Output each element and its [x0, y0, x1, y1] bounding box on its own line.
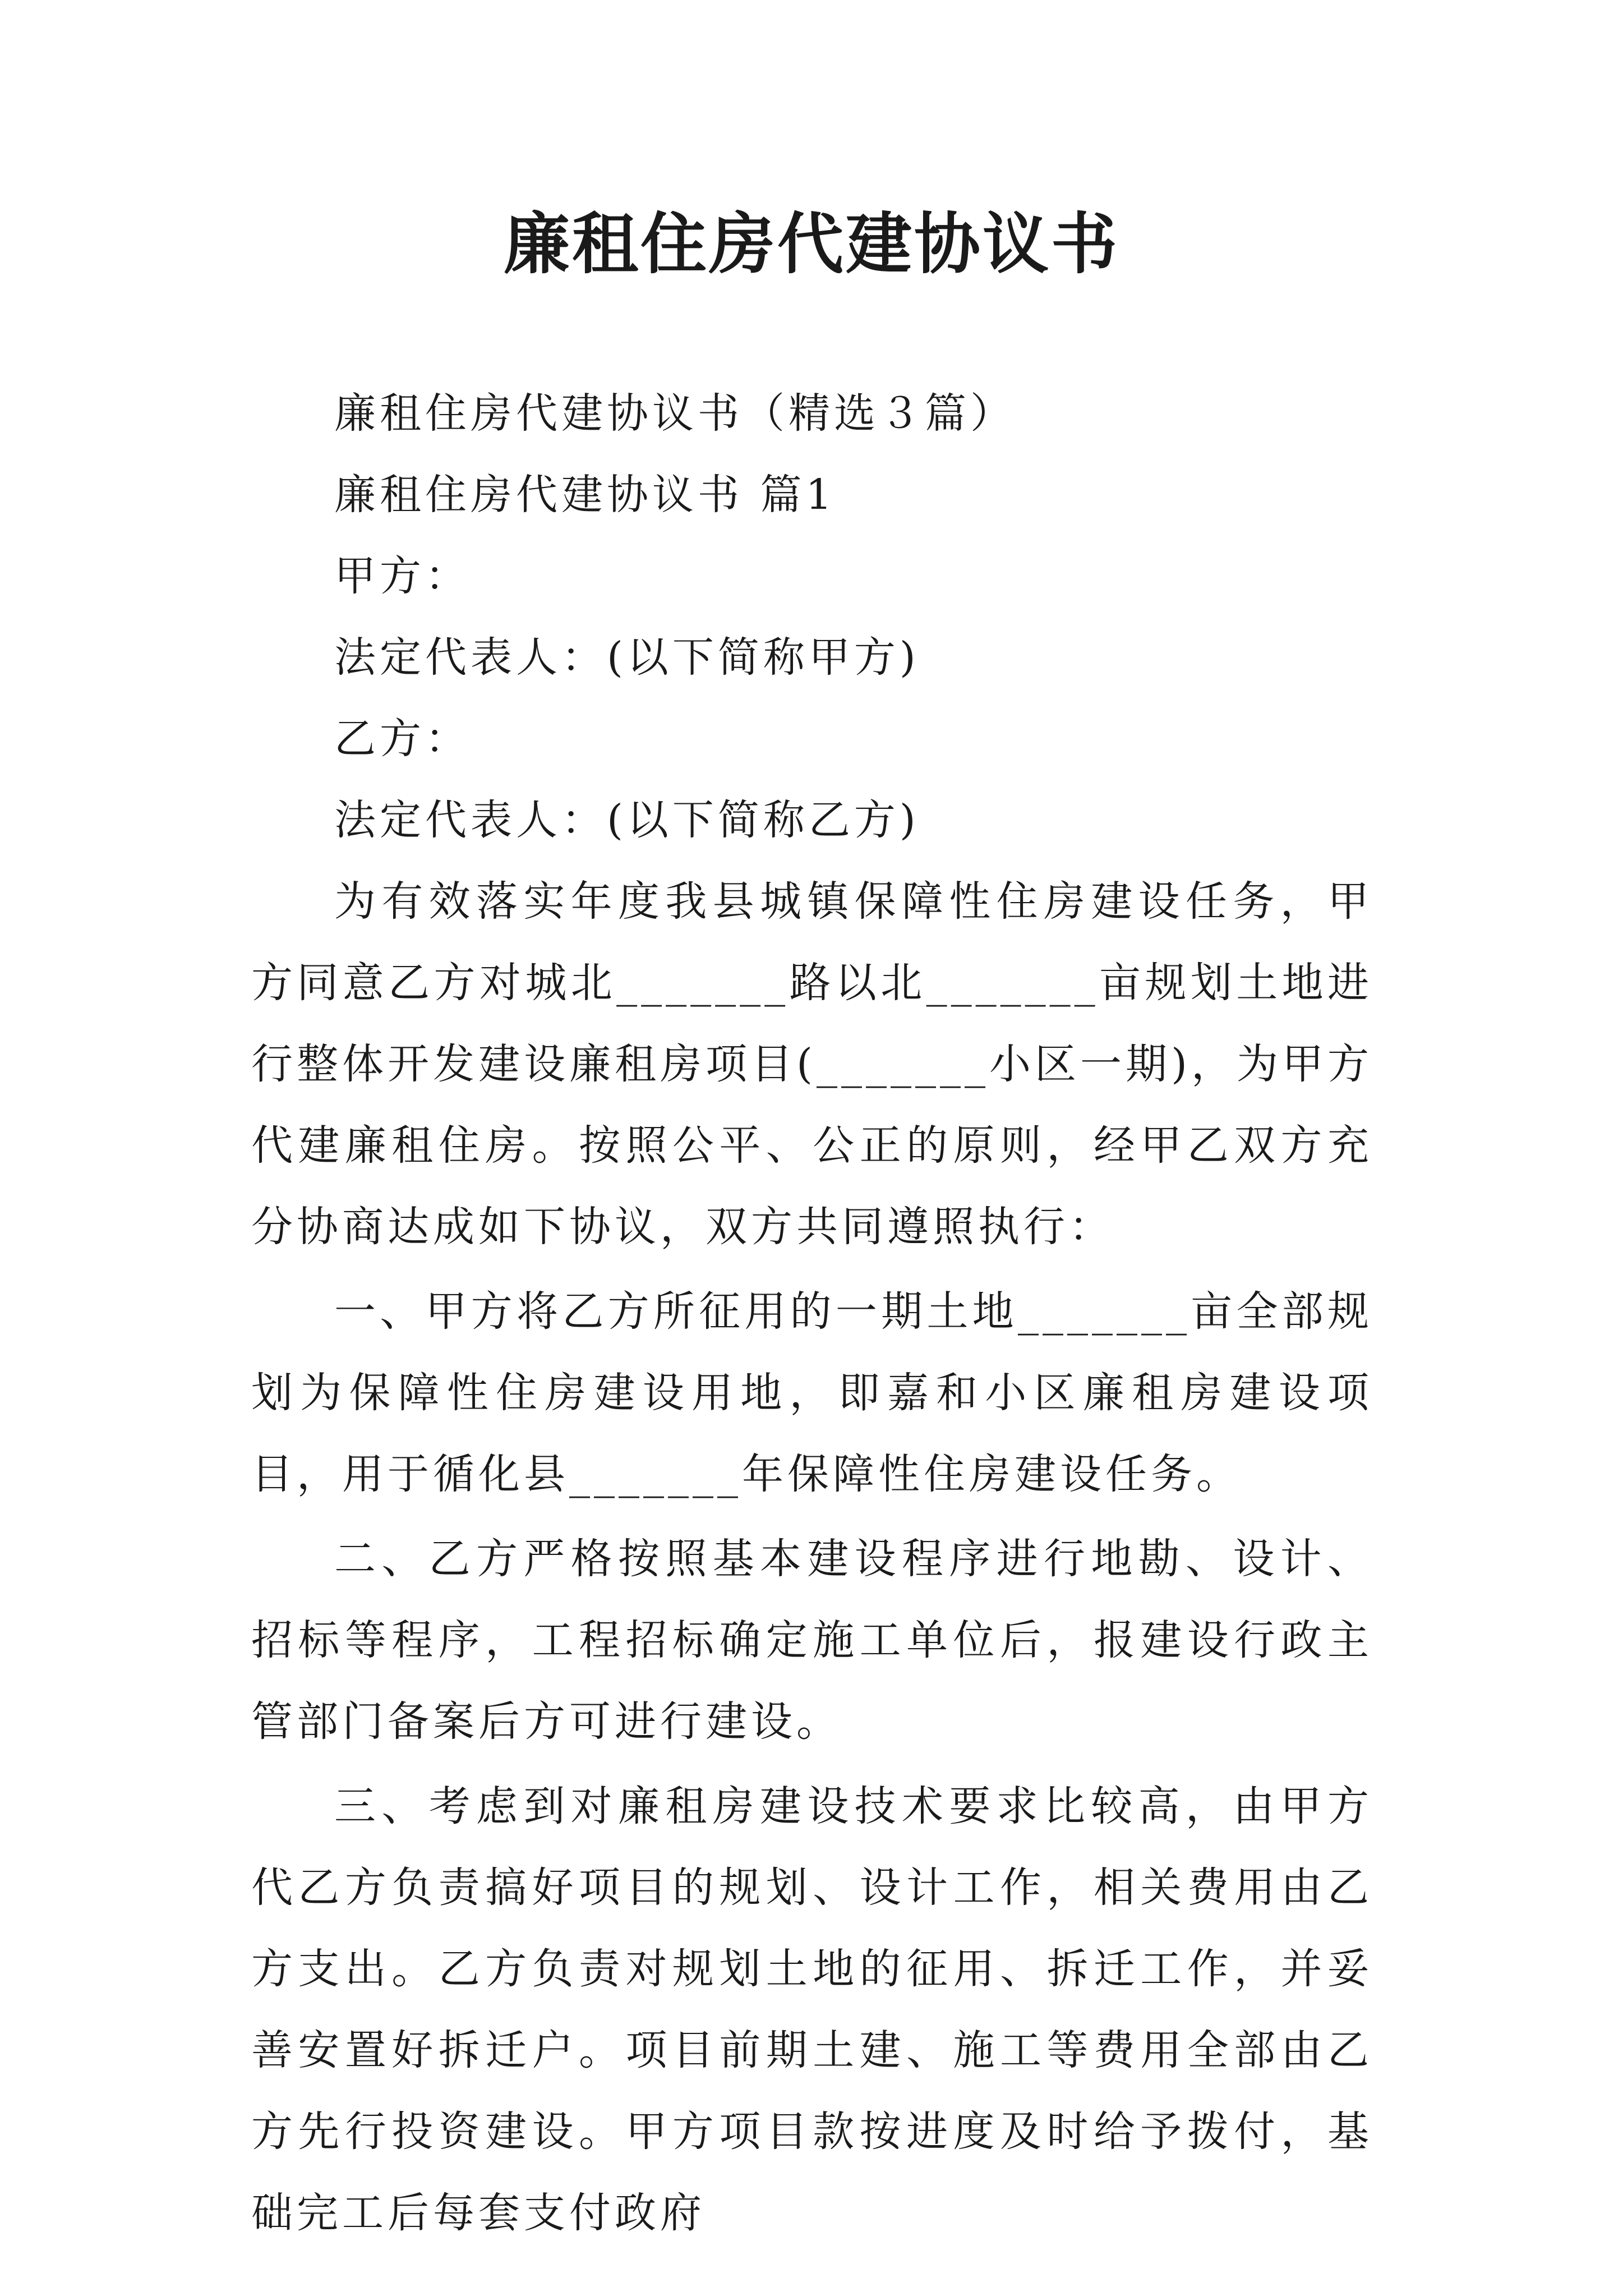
paragraph-preamble: 为有效落实年度我县城镇保障性住房建设任务，甲方同意乙方对城北_______路以北_______亩规划土地进行整体开发建设廉租房项目(_______小区一期)，为甲方代建廉租住房。按照公平、公正的原则，经甲乙双方充分协商达成如下协议，双方共同遵照执行： — [251, 877, 1373, 1251]
document-title: 廉租住房代建协议书 — [503, 205, 1119, 283]
paragraph-clause-2: 二、乙方严格按照基本建设程序进行地勘、设计、招标等程序，工程招标确定施工单位后，报建设行政主管部门备案后方可进行建设。 — [251, 1535, 1373, 1746]
paragraph-subtitle: 廉租住房代建协议书（精选３篇） — [334, 389, 1016, 438]
paragraph-party-b-representative: 法定代表人：(以下简称乙方) — [334, 796, 920, 844]
document-body — [251, 373, 1373, 2254]
paragraph-clause-1: 一、甲方将乙方所征用的一期土地_______亩全部规划为保障性住房建设用地，即嘉和小区廉租房建设项目，用于循化县_______年保障性住房建设任务。 — [251, 1287, 1373, 1498]
paragraph-party-a-representative: 法定代表人：(以下简称甲方) — [334, 633, 920, 682]
paragraph-party-a: 甲方： — [334, 552, 471, 600]
paragraph-clause-3: 三、考虑到对廉租房建设技术要求比较高，由甲方代乙方负责搞好项目的规划、设计工作，相关费用由乙方支出。乙方负责对规划土地的征用、拆迁工作，并妥善安置好拆迁户。项目前期土建、施工等费用全部由乙方先行投资建设。甲方项目款按进度及时给予拨付，基础完工后每套支付政府 — [251, 1782, 1373, 2237]
paragraph-party-b: 乙方： — [334, 715, 471, 763]
paragraph-section-heading: 廉租住房代建协议书 篇1 — [334, 471, 836, 519]
